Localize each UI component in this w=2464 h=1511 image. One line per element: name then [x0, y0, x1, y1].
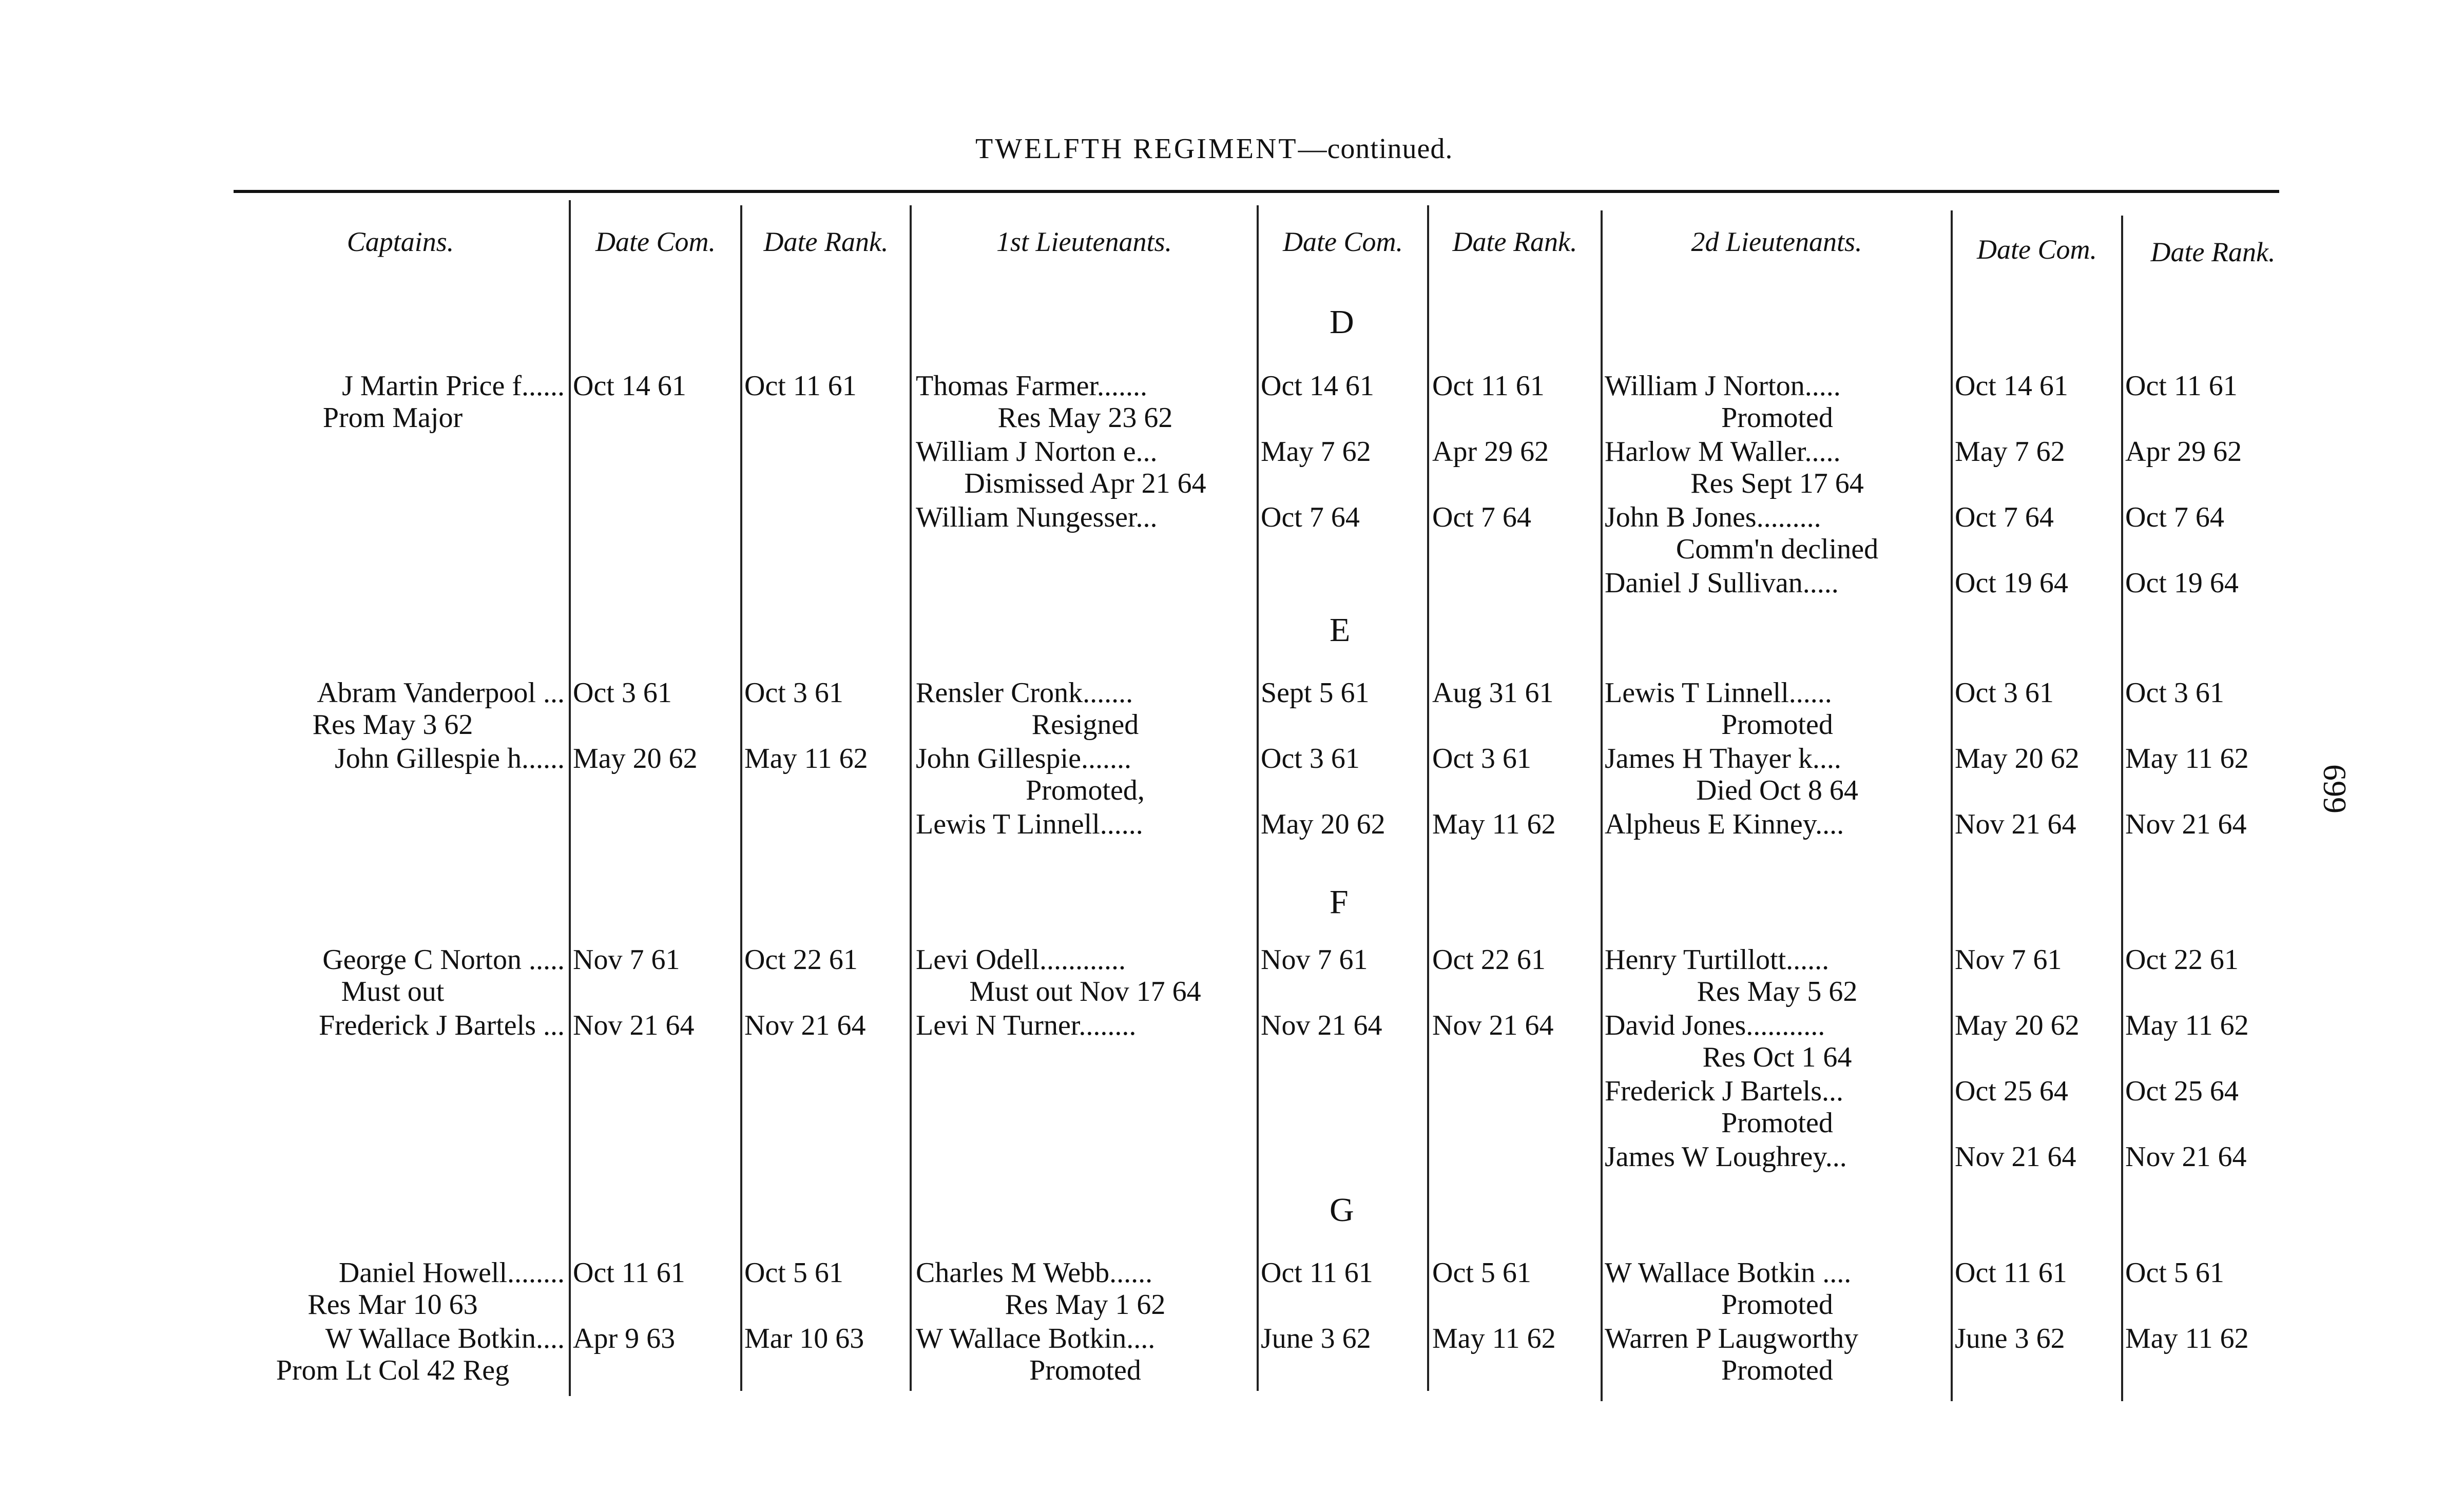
officer-name: W Wallace Botkin.... — [325, 1323, 565, 1354]
date-of-rank: May 11 62 — [744, 743, 868, 774]
date-commissioned: Oct 11 61 — [1261, 1257, 1373, 1289]
date-of-rank: Oct 22 61 — [1432, 944, 1546, 976]
officer-name: Frederick J Bartels ... — [319, 1010, 565, 1041]
officer-note: Prom Lt Col 42 Reg — [276, 1354, 510, 1386]
date-commissioned: Oct 7 64 — [1261, 501, 1360, 533]
date-commissioned: Nov 7 61 — [1955, 944, 2062, 976]
company-letter: D — [1330, 303, 1354, 341]
date-commissioned: May 7 62 — [1261, 436, 1371, 468]
date-commissioned: Oct 3 61 — [1955, 677, 2054, 709]
officer-name: Levi N Turner........ — [916, 1010, 1137, 1041]
officer-name: W Wallace Botkin.... — [916, 1323, 1156, 1354]
date-commissioned: Oct 3 61 — [1261, 743, 1360, 774]
officer-name: Abram Vanderpool ... — [317, 677, 565, 709]
date-commissioned: May 20 62 — [1955, 1010, 2080, 1041]
officer-name: Alpheus E Kinney.... — [1605, 808, 1844, 840]
officer-name: Daniel Howell........ — [338, 1257, 565, 1289]
date-of-rank: Oct 7 64 — [2125, 501, 2224, 533]
officer-name: Levi Odell............ — [916, 944, 1126, 976]
officer-name: Lewis T Linnell...... — [916, 808, 1143, 840]
column-divider — [1951, 210, 1953, 1401]
officer-note: Promoted — [1721, 1107, 1833, 1139]
officer-note: Res Oct 1 64 — [1702, 1041, 1852, 1073]
date-of-rank: May 11 62 — [1432, 808, 1556, 840]
date-of-rank: Nov 21 64 — [2125, 1141, 2247, 1173]
page-number: 699 — [2317, 764, 2353, 813]
officer-name: Charles M Webb...... — [916, 1257, 1153, 1289]
officer-name: James W Loughrey... — [1605, 1141, 1847, 1173]
date-of-rank: Oct 3 61 — [744, 677, 843, 709]
header-date-com: Date Com. — [1977, 234, 2097, 265]
officer-name: William Nungesser... — [916, 501, 1158, 533]
date-of-rank: May 11 62 — [2125, 743, 2249, 774]
officer-note: Res May 1 62 — [1005, 1289, 1166, 1321]
officer-note: Promoted — [1721, 1354, 1833, 1386]
officer-name: William J Norton..... — [1605, 370, 1841, 402]
officer-note: Prom Major — [322, 402, 463, 434]
column-divider — [2121, 216, 2123, 1401]
date-of-rank: Oct 11 61 — [744, 370, 857, 402]
date-commissioned: May 20 62 — [573, 743, 698, 774]
date-of-rank: Oct 11 61 — [1432, 370, 1545, 402]
officer-name: William J Norton e... — [916, 436, 1158, 468]
date-commissioned: June 3 62 — [1955, 1323, 2065, 1354]
officer-name: Lewis T Linnell...... — [1605, 677, 1832, 709]
officer-name: David Jones........... — [1605, 1010, 1825, 1041]
date-of-rank: Mar 10 63 — [744, 1323, 864, 1354]
header-first-lieutenants: 1st Lieutenants. — [996, 226, 1172, 257]
header-rule — [234, 190, 2279, 193]
date-commissioned: Oct 11 61 — [573, 1257, 685, 1289]
date-commissioned: Oct 25 64 — [1955, 1075, 2068, 1107]
date-commissioned: Oct 11 61 — [1955, 1257, 2067, 1289]
date-of-rank: Oct 3 61 — [1432, 743, 1531, 774]
company-letter: F — [1330, 883, 1349, 921]
date-commissioned: May 20 62 — [1261, 808, 1385, 840]
officer-name: Frederick J Bartels... — [1605, 1075, 1843, 1107]
officer-note: Resigned — [1031, 709, 1139, 741]
officer-name: James H Thayer k.... — [1605, 743, 1841, 774]
column-divider — [740, 205, 742, 1391]
column-divider — [1601, 210, 1603, 1401]
date-of-rank: Nov 21 64 — [1432, 1010, 1554, 1041]
date-of-rank: Aug 31 61 — [1432, 677, 1554, 709]
officer-note: Promoted — [1721, 402, 1833, 434]
company-letter: G — [1330, 1191, 1354, 1229]
date-commissioned: Nov 7 61 — [1261, 944, 1368, 976]
officer-note: Res May 3 62 — [312, 709, 473, 741]
page-title — [975, 132, 1453, 165]
date-commissioned: May 20 62 — [1955, 743, 2080, 774]
header-date-rank: Date Rank. — [2150, 237, 2276, 267]
officer-note: Dismissed Apr 21 64 — [964, 468, 1206, 499]
column-divider — [569, 200, 571, 1396]
date-of-rank: Oct 5 61 — [2125, 1257, 2224, 1289]
date-of-rank: Apr 29 62 — [1432, 436, 1549, 468]
date-commissioned: Nov 21 64 — [1955, 1141, 2076, 1173]
page-title-main: TWELFTH REGIMENT — [975, 133, 1298, 165]
date-of-rank: Oct 5 61 — [1432, 1257, 1531, 1289]
date-of-rank: Apr 29 62 — [2125, 436, 2242, 468]
date-commissioned: Oct 14 61 — [1955, 370, 2068, 402]
date-commissioned: May 7 62 — [1955, 436, 2065, 468]
date-of-rank: Oct 7 64 — [1432, 501, 1531, 533]
officer-note: Res May 5 62 — [1697, 976, 1858, 1008]
officer-note: Must out Nov 17 64 — [969, 976, 1201, 1008]
officer-note: Promoted — [1721, 1289, 1833, 1321]
officer-name: John Gillespie....... — [916, 743, 1131, 774]
officer-note: Must out — [341, 976, 445, 1008]
date-of-rank: Oct 11 61 — [2125, 370, 2238, 402]
column-divider — [910, 205, 912, 1391]
header-date-rank: Date Rank. — [1452, 226, 1577, 257]
officer-note: Comm'n declined — [1676, 533, 1879, 565]
officer-name: Thomas Farmer....... — [916, 370, 1148, 402]
officer-note: Res May 23 62 — [997, 402, 1173, 434]
date-commissioned: Nov 7 61 — [573, 944, 680, 976]
header-date-com: Date Com. — [595, 226, 716, 257]
officer-name: Daniel J Sullivan..... — [1605, 567, 1839, 599]
date-of-rank: Nov 21 64 — [744, 1010, 866, 1041]
date-of-rank: Oct 5 61 — [744, 1257, 843, 1289]
date-of-rank: Nov 21 64 — [2125, 808, 2247, 840]
date-of-rank: May 11 62 — [2125, 1323, 2249, 1354]
date-of-rank: Oct 3 61 — [2125, 677, 2224, 709]
column-divider — [1257, 205, 1259, 1391]
company-letter: E — [1330, 611, 1351, 649]
date-of-rank: Oct 22 61 — [2125, 944, 2239, 976]
officer-note: Promoted — [1721, 709, 1833, 741]
date-commissioned: Nov 21 64 — [573, 1010, 695, 1041]
date-commissioned: Oct 14 61 — [1261, 370, 1374, 402]
officer-name: George C Norton ..... — [322, 944, 565, 976]
column-divider — [1427, 205, 1429, 1391]
officer-name: Henry Turtillott...... — [1605, 944, 1830, 976]
page-title-suffix: —continued. — [1298, 133, 1453, 165]
officer-name: W Wallace Botkin .... — [1605, 1257, 1852, 1289]
header-date-com: Date Com. — [1283, 226, 1403, 257]
officer-note: Res Sept 17 64 — [1690, 468, 1864, 499]
officer-note: Res Mar 10 63 — [307, 1289, 478, 1321]
officer-name: Rensler Cronk....... — [916, 677, 1133, 709]
date-commissioned: Nov 21 64 — [1261, 1010, 1382, 1041]
date-of-rank: May 11 62 — [2125, 1010, 2249, 1041]
date-commissioned: Oct 7 64 — [1955, 501, 2054, 533]
officer-note: Died Oct 8 64 — [1696, 774, 1858, 806]
header-captains: Captains. — [346, 226, 454, 257]
date-commissioned: Oct 14 61 — [573, 370, 686, 402]
officer-note: Promoted, — [1026, 774, 1145, 806]
date-commissioned: Sept 5 61 — [1261, 677, 1370, 709]
date-commissioned: June 3 62 — [1261, 1323, 1371, 1354]
officer-name: John Gillespie h...... — [335, 743, 565, 774]
date-of-rank: Oct 19 64 — [2125, 567, 2239, 599]
officer-note: Promoted — [1029, 1354, 1141, 1386]
date-commissioned: Nov 21 64 — [1955, 808, 2076, 840]
officer-name: J Martin Price f...... — [342, 370, 565, 402]
date-of-rank: Oct 25 64 — [2125, 1075, 2239, 1107]
header-date-rank: Date Rank. — [763, 226, 889, 257]
date-commissioned: Apr 9 63 — [573, 1323, 676, 1354]
header-second-lieutenants: 2d Lieutenants. — [1691, 226, 1862, 257]
date-commissioned: Oct 19 64 — [1955, 567, 2068, 599]
date-commissioned: Oct 3 61 — [573, 677, 672, 709]
officer-name: Warren P Laugworthy — [1605, 1323, 1859, 1354]
date-of-rank: Oct 22 61 — [744, 944, 858, 976]
officer-name: Harlow M Waller..... — [1605, 436, 1841, 468]
officer-name: John B Jones......... — [1605, 501, 1821, 533]
date-of-rank: May 11 62 — [1432, 1323, 1556, 1354]
